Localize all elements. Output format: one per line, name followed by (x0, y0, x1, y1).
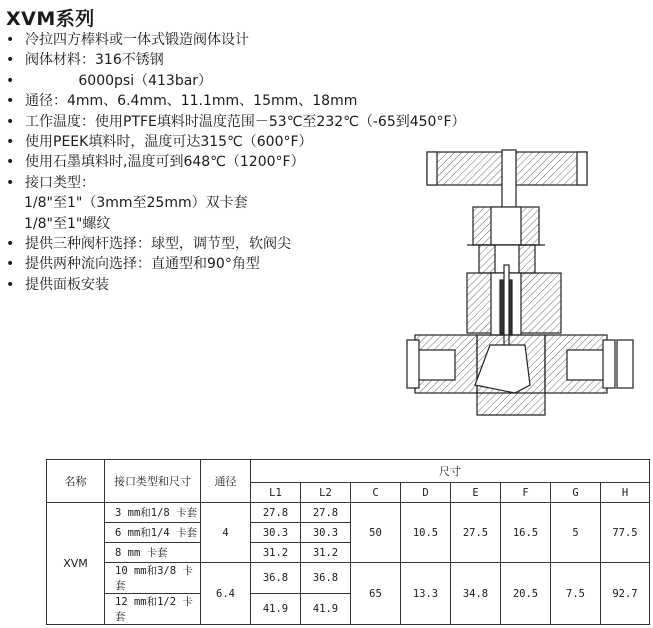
c-cell: 50 (351, 503, 401, 563)
feature-list (6, 30, 466, 295)
header-h: H (601, 483, 650, 503)
feature-item: • 使用石墨填料时,温度可到648℃（1200°F） (6, 152, 466, 172)
l1-cell: 27.8 (251, 503, 301, 523)
g-cell: 5 (551, 503, 601, 563)
header-l1: L1 (251, 483, 301, 503)
bore-cell: 4 (201, 503, 251, 563)
f-cell: 20.5 (501, 563, 551, 625)
header-l2: L2 (301, 483, 351, 503)
feature-item: • 阀体材料：316不锈钢 (6, 50, 466, 70)
feature-item: • 通径：4mm、6.4mm、11.1mm、15mm、18mm (6, 91, 466, 111)
feature-item: 1/8"至1"螺纹 (24, 215, 111, 232)
feature-item: • 使用PEEK填料时，温度可达315℃（600°F） (6, 132, 466, 152)
feature-item: • 提供两种流向选择：直通型和90°角型 (6, 254, 466, 274)
header-connection: 接口类型和尺寸 (105, 460, 201, 503)
conn-cell: 10 mm和3/8 卡套 (105, 563, 201, 594)
feature-item: • 冷拉四方棒料或一体式锻造阀体设计 (6, 30, 466, 50)
l1-cell: 31.2 (251, 543, 301, 563)
h-cell: 77.5 (601, 503, 650, 563)
page-title: XVM系列 (6, 8, 95, 30)
l2-cell: 36.8 (301, 563, 351, 594)
l1-cell: 41.9 (251, 594, 301, 625)
conn-cell: 3 mm和1/8 卡套 (105, 503, 201, 523)
c-cell: 65 (351, 563, 401, 625)
feature-item: • 6000psi（413bar） (6, 71, 466, 91)
feature-item: • 提供面板安装 (6, 275, 466, 295)
header-c: C (351, 483, 401, 503)
spec-table (46, 459, 650, 625)
feature-item: • 接口类型： (6, 173, 466, 193)
table-row (47, 563, 650, 594)
e-cell: 34.8 (451, 563, 501, 625)
header-bore: 通径 (201, 460, 251, 503)
header-dimensions: 尺寸 (251, 460, 650, 483)
valve-cross-section-drawing (405, 145, 635, 420)
e-cell: 27.5 (451, 503, 501, 563)
l2-cell: 30.3 (301, 523, 351, 543)
d-cell: 13.3 (401, 563, 451, 625)
feature-item: • 工作温度：使用PTFE填料时温度范围－53℃至232℃（-65到450°F） (6, 112, 466, 132)
g-cell: 7.5 (551, 563, 601, 625)
l1-cell: 30.3 (251, 523, 301, 543)
feature-item: • 提供三种阀杆选择：球型，调节型，软阀尖 (6, 234, 466, 254)
header-e: E (451, 483, 501, 503)
bore-cell: 6.4 (201, 563, 251, 625)
model-cell: XVM (47, 503, 105, 625)
conn-cell: 8 mm 卡套 (105, 543, 201, 563)
l2-cell: 41.9 (301, 594, 351, 625)
l2-cell: 27.8 (301, 503, 351, 523)
conn-cell: 6 mm和1/4 卡套 (105, 523, 201, 543)
f-cell: 16.5 (501, 503, 551, 563)
feature-item: 1/8"至1"（3mm至25mm）双卡套 (24, 195, 248, 212)
header-d: D (401, 483, 451, 503)
l2-cell: 31.2 (301, 543, 351, 563)
table-row (47, 503, 650, 523)
header-g: G (551, 483, 601, 503)
conn-cell: 12 mm和1/2 卡套 (105, 594, 201, 625)
d-cell: 10.5 (401, 503, 451, 563)
header-f: F (501, 483, 551, 503)
h-cell: 92.7 (601, 563, 650, 625)
l1-cell: 36.8 (251, 563, 301, 594)
header-name: 名称 (47, 460, 105, 503)
